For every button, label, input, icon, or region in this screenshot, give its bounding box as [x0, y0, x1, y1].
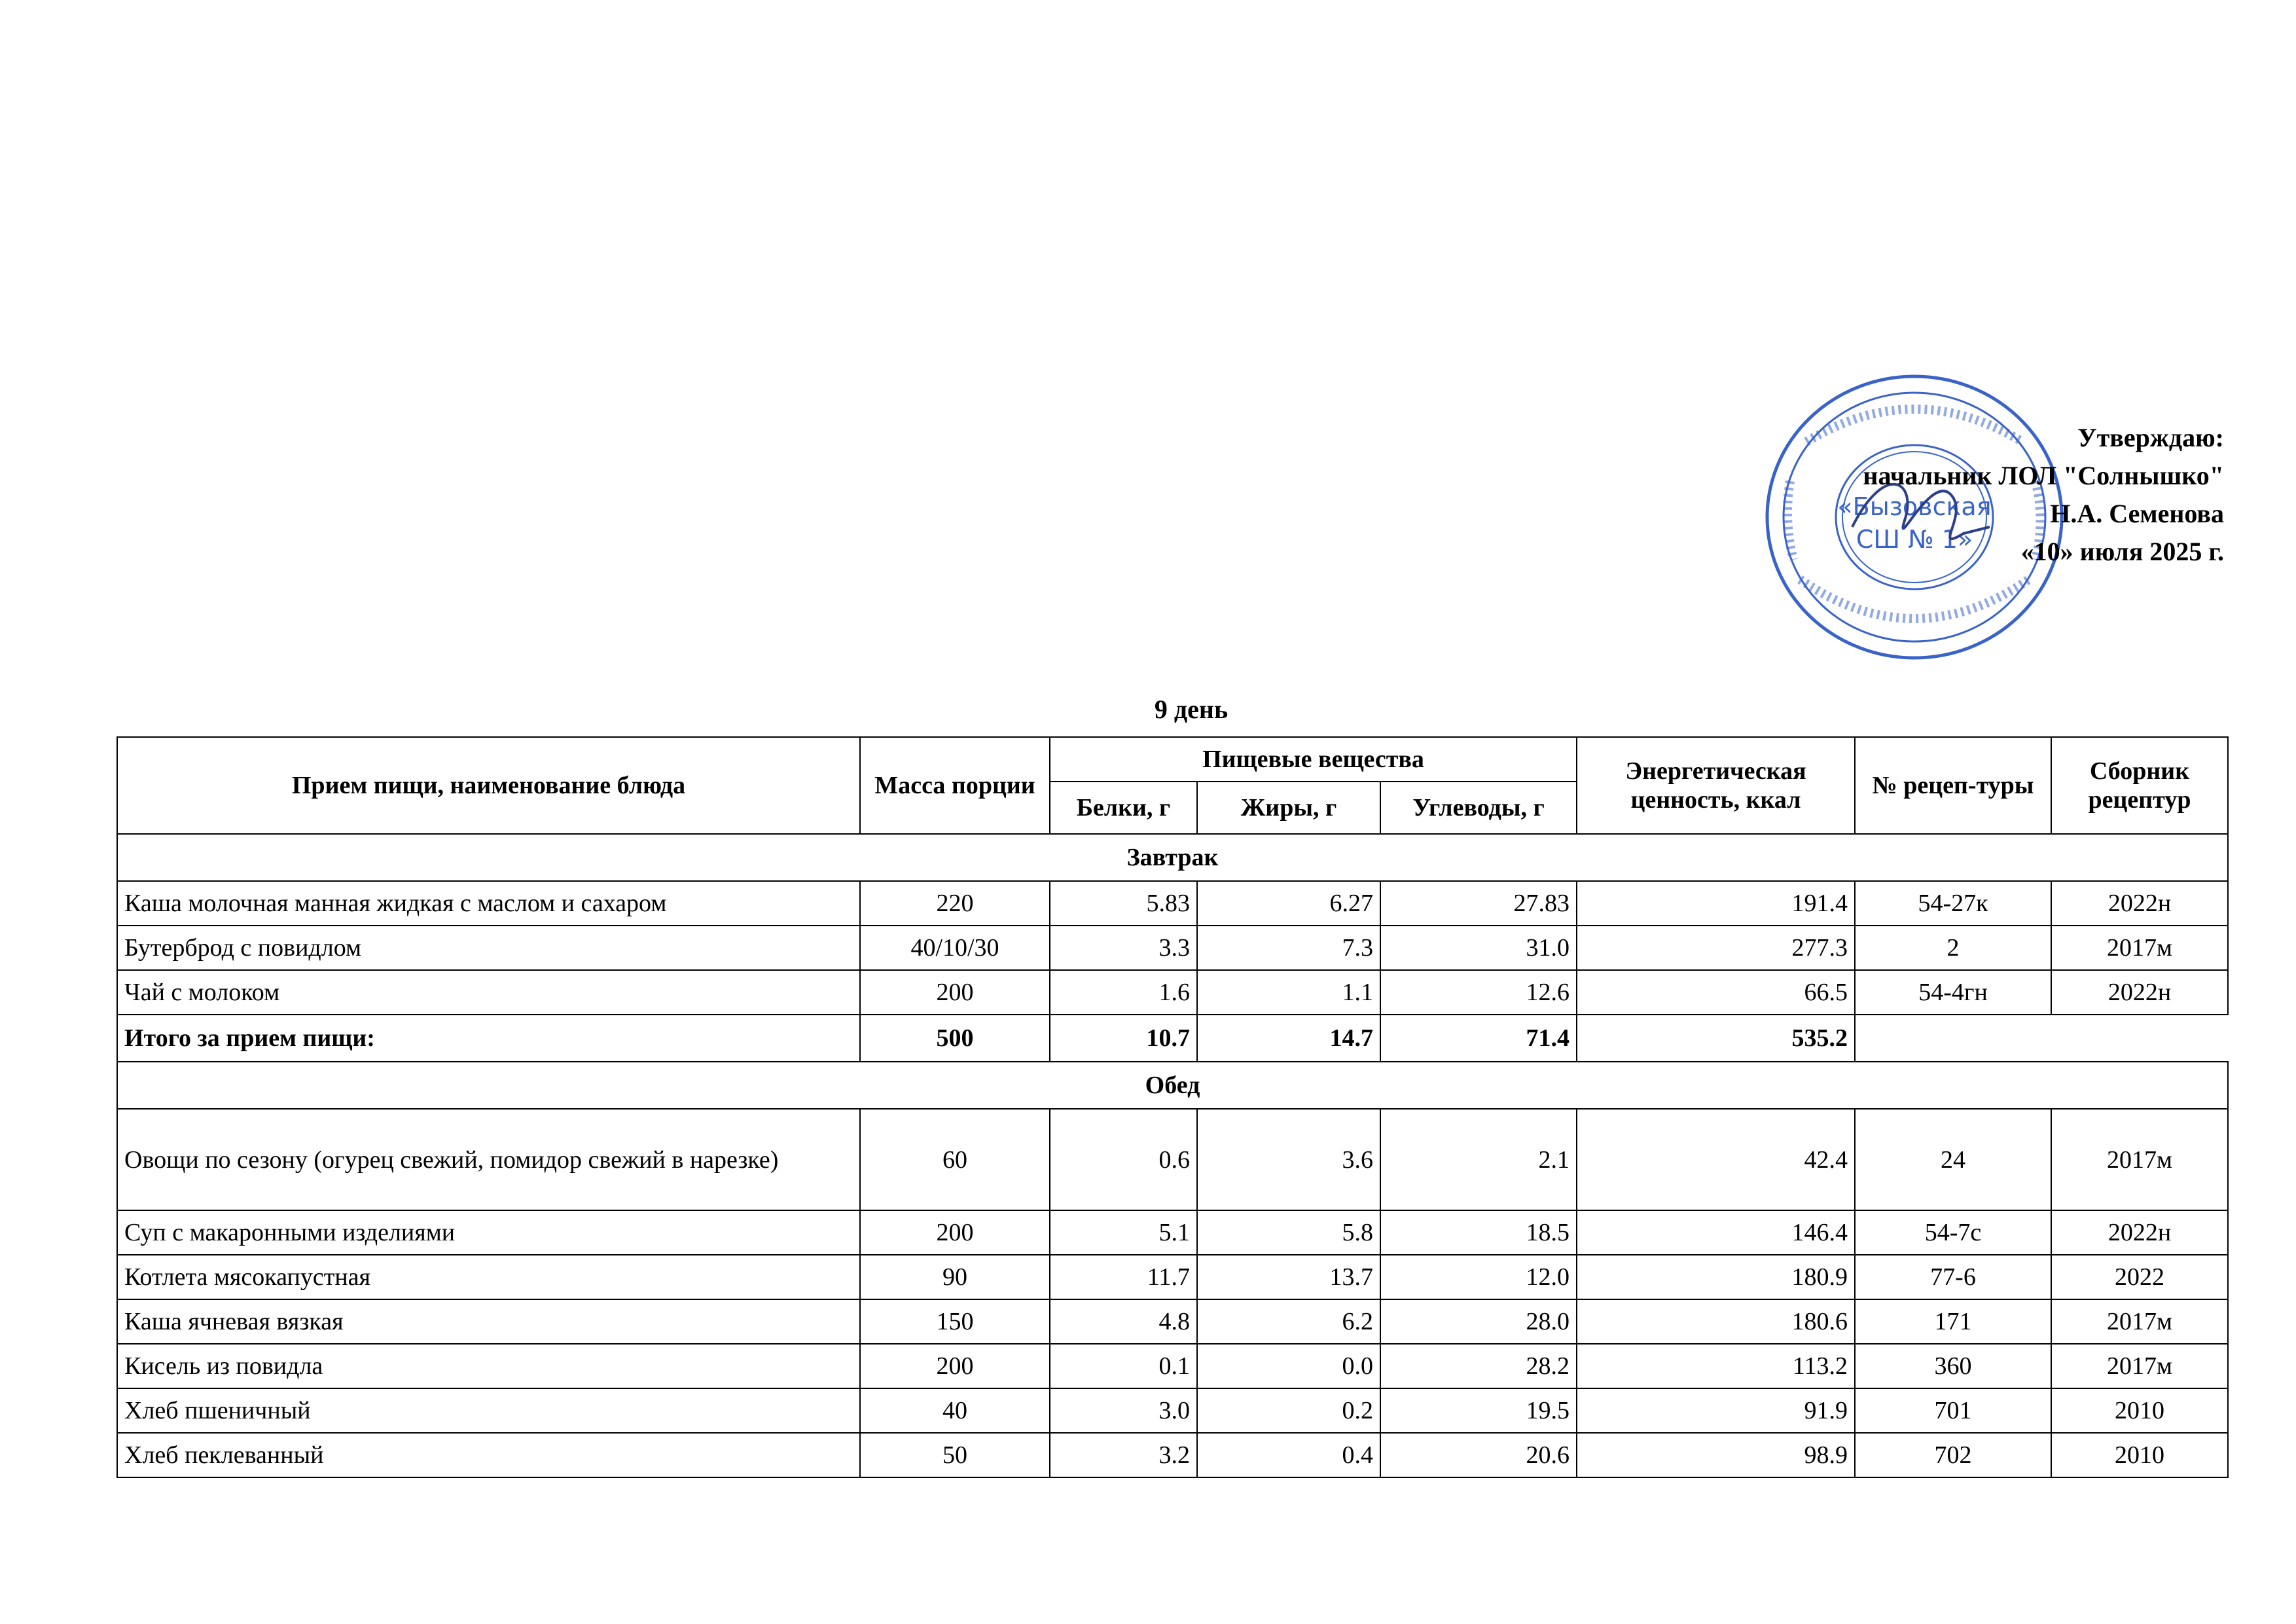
cell-dish: Каша молочная манная жидкая с маслом и сахаром	[117, 881, 860, 926]
table-row	[117, 1210, 2228, 1255]
cell-collection: 2017м	[2051, 926, 2228, 970]
cell-dish: Каша ячневая вязкая	[117, 1299, 860, 1344]
cell-recipe: 24	[1855, 1109, 2051, 1210]
cell-protein: 3.0	[1050, 1388, 1197, 1433]
table-row	[117, 1433, 2228, 1477]
cell-mass: 60	[860, 1109, 1050, 1210]
cell-fat: 0.0	[1197, 1344, 1380, 1388]
cell-energy: 91.9	[1577, 1388, 1855, 1433]
stamp-inner-line1: «Бызовская	[1837, 492, 1992, 521]
table-row	[117, 1388, 2228, 1433]
approval-line2: начальник ЛОЛ "Солнышко"	[1863, 461, 2224, 490]
cell-carbs: 28.0	[1380, 1299, 1577, 1344]
cell-protein: 0.1	[1050, 1344, 1197, 1388]
header-protein: Белки, г	[1050, 782, 1197, 834]
cell-mass: 40	[860, 1388, 1050, 1433]
header-nutrients: Пищевые вещества	[1050, 737, 1577, 782]
cell-mass: 90	[860, 1255, 1050, 1299]
total-label: Итого за прием пищи:	[117, 1015, 860, 1062]
cell-fat: 1.1	[1197, 970, 1380, 1015]
cell-mass: 200	[860, 1344, 1050, 1388]
cell-energy: 146.4	[1577, 1210, 1855, 1255]
cell-recipe: 77-6	[1855, 1255, 2051, 1299]
cell-carbs: 12.0	[1380, 1255, 1577, 1299]
cell-dish: Чай с молоком	[117, 970, 860, 1015]
table-row	[117, 1255, 2228, 1299]
cell-protein: 0.6	[1050, 1109, 1197, 1210]
cell-collection: 2010	[2051, 1388, 2228, 1433]
cell-fat: 5.8	[1197, 1210, 1380, 1255]
cell-protein: 4.8	[1050, 1299, 1197, 1344]
cell-carbs: 12.6	[1380, 970, 1577, 1015]
total-energy: 535.2	[1577, 1015, 1855, 1062]
stamp-inner-line2: СШ № 1»	[1856, 525, 1973, 554]
cell-energy: 277.3	[1577, 926, 1855, 970]
cell-fat: 6.27	[1197, 881, 1380, 926]
cell-collection: 2017м	[2051, 1299, 2228, 1344]
table-row	[117, 1109, 2228, 1210]
cell-recipe: 702	[1855, 1433, 2051, 1477]
cell-fat: 7.3	[1197, 926, 1380, 970]
cell-carbs: 18.5	[1380, 1210, 1577, 1255]
cell-fat: 13.7	[1197, 1255, 1380, 1299]
cell-collection: 2022н	[2051, 1210, 2228, 1255]
table-row	[117, 926, 2228, 970]
cell-fat: 6.2	[1197, 1299, 1380, 1344]
total-carbs: 71.4	[1380, 1015, 1577, 1062]
cell-carbs: 2.1	[1380, 1109, 1577, 1210]
table-row	[117, 1344, 2228, 1388]
table-row	[117, 970, 2228, 1015]
cell-collection: 2022н	[2051, 970, 2228, 1015]
total-mass: 500	[860, 1015, 1050, 1062]
cell-mass: 220	[860, 881, 1050, 926]
cell-recipe: 2	[1855, 926, 2051, 970]
cell-dish: Котлета мясокапустная	[117, 1255, 860, 1299]
cell-protein: 3.3	[1050, 926, 1197, 970]
cell-protein: 5.83	[1050, 881, 1197, 926]
header-collection: Сборник рецептур	[2051, 737, 2228, 834]
cell-recipe: 360	[1855, 1344, 2051, 1388]
cell-recipe: 171	[1855, 1299, 2051, 1344]
cell-protein: 5.1	[1050, 1210, 1197, 1255]
section-title: Обед	[117, 1062, 2228, 1109]
cell-energy: 191.4	[1577, 881, 1855, 926]
cell-carbs: 19.5	[1380, 1388, 1577, 1433]
cell-energy: 98.9	[1577, 1433, 1855, 1477]
cell-protein: 3.2	[1050, 1433, 1197, 1477]
cell-mass: 150	[860, 1299, 1050, 1344]
section-title: Завтрак	[117, 834, 2228, 881]
cell-energy: 42.4	[1577, 1109, 1855, 1210]
cell-mass: 50	[860, 1433, 1050, 1477]
cell-carbs: 20.6	[1380, 1433, 1577, 1477]
header-carbs: Углеводы, г	[1380, 782, 1577, 834]
header-mass: Масса порции	[860, 737, 1050, 834]
cell-mass: 40/10/30	[860, 926, 1050, 970]
cell-collection: 2017м	[2051, 1344, 2228, 1388]
table-row	[117, 1299, 2228, 1344]
cell-mass: 200	[860, 1210, 1050, 1255]
cell-mass: 200	[860, 970, 1050, 1015]
cell-energy: 66.5	[1577, 970, 1855, 1015]
total-empty	[1855, 1015, 2228, 1062]
header-fat: Жиры, г	[1197, 782, 1380, 834]
cell-fat: 0.4	[1197, 1433, 1380, 1477]
cell-dish: Хлеб пеклеванный	[117, 1433, 860, 1477]
cell-recipe: 54-27к	[1855, 881, 2051, 926]
cell-energy: 113.2	[1577, 1344, 1855, 1388]
cell-carbs: 28.2	[1380, 1344, 1577, 1388]
cell-dish: Суп с макаронными изделиями	[117, 1210, 860, 1255]
cell-collection: 2022	[2051, 1255, 2228, 1299]
header-energy: Энергетическая ценность, ккал	[1577, 737, 1855, 834]
total-row	[117, 1015, 2228, 1062]
cell-collection: 2022н	[2051, 881, 2228, 926]
cell-recipe: 54-4гн	[1855, 970, 2051, 1015]
table-row	[117, 881, 2228, 926]
cell-recipe: 54-7с	[1855, 1210, 2051, 1255]
cell-recipe: 701	[1855, 1388, 2051, 1433]
header-recipe: № рецеп-туры	[1855, 737, 2051, 834]
cell-protein: 1.6	[1050, 970, 1197, 1015]
cell-carbs: 27.83	[1380, 881, 1577, 926]
cell-dish: Хлеб пшеничный	[117, 1388, 860, 1433]
total-fat: 14.7	[1197, 1015, 1380, 1062]
cell-protein: 11.7	[1050, 1255, 1197, 1299]
cell-carbs: 31.0	[1380, 926, 1577, 970]
cell-dish: Овощи по сезону (огурец свежий, помидор свежий в нарезке)	[117, 1109, 860, 1210]
cell-dish: Бутерброд с повидлом	[117, 926, 860, 970]
section-row	[117, 834, 2228, 881]
cell-energy: 180.6	[1577, 1299, 1855, 1344]
header-dish: Прием пищи, наименование блюда	[117, 737, 860, 834]
cell-energy: 180.9	[1577, 1255, 1855, 1299]
approval-block	[1863, 419, 2224, 571]
cell-collection: 2010	[2051, 1433, 2228, 1477]
total-protein: 10.7	[1050, 1015, 1197, 1062]
cell-fat: 3.6	[1197, 1109, 1380, 1210]
approval-date: «10» июля 2025 г.	[2020, 537, 2224, 566]
cell-fat: 0.2	[1197, 1388, 1380, 1433]
section-row	[117, 1062, 2228, 1109]
cell-collection: 2017м	[2051, 1109, 2228, 1210]
approval-line3: Н.А. Семенова	[2050, 499, 2224, 528]
day-title: 9 день	[1154, 695, 1229, 724]
approval-line1: Утверждаю:	[2077, 423, 2224, 452]
menu-table	[117, 736, 2229, 1478]
cell-dish: Кисель из повидла	[117, 1344, 860, 1388]
